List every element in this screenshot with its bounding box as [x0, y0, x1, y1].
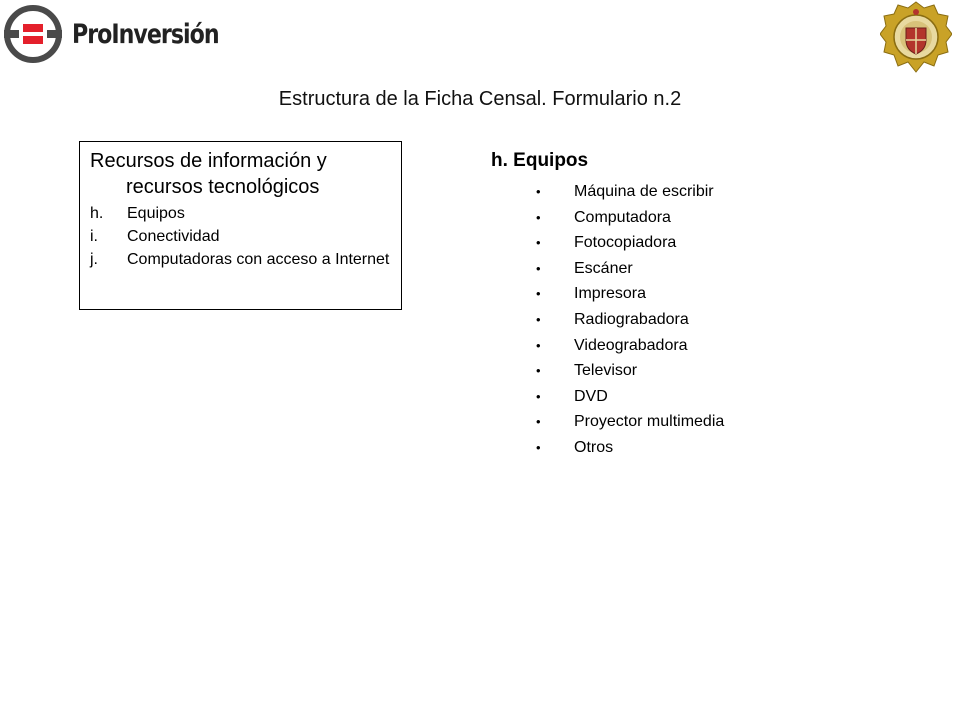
page-title: Estructura de la Ficha Censal. Formulario n.2 — [278, 88, 682, 110]
list-item-text: Conectividad — [127, 228, 220, 245]
university-seal-icon — [880, 0, 952, 74]
list-marker: h. — [90, 205, 104, 222]
equipment-item: Escáner — [574, 259, 633, 277]
list-item — [536, 179, 724, 205]
list-item — [536, 205, 724, 231]
resources-heading-line2: recursos tecnológicos — [126, 176, 320, 198]
equipment-heading: h. Equipos — [491, 150, 589, 171]
bullet-icon: • — [536, 286, 541, 302]
bullet-icon: • — [536, 209, 541, 225]
list-marker: j. — [90, 251, 98, 268]
list-item — [536, 333, 724, 359]
bullet-icon: • — [536, 363, 541, 379]
equipment-item: DVD — [574, 387, 608, 405]
list-item — [536, 307, 724, 333]
list-item — [536, 384, 724, 410]
resources-box — [79, 141, 402, 310]
equipment-list — [536, 179, 724, 461]
resources-heading-line1: Recursos de información y — [90, 150, 327, 172]
list-item — [536, 281, 724, 307]
brand-name: ProInversión — [72, 18, 219, 50]
bullet-icon: • — [536, 414, 541, 430]
list-item — [90, 202, 391, 225]
list-item — [536, 230, 724, 256]
bullet-icon: • — [536, 439, 541, 455]
list-item — [536, 358, 724, 384]
list-item — [536, 256, 724, 282]
equipment-item: Videograbadora — [574, 336, 688, 354]
equipment-item: Máquina de escribir — [574, 183, 714, 200]
equipment-item: Radiograbadora — [574, 310, 689, 328]
list-item — [536, 435, 724, 461]
resources-list — [90, 202, 391, 271]
list-item — [536, 409, 724, 435]
resources-heading — [90, 148, 391, 200]
bullet-icon: • — [536, 337, 541, 353]
proinversion-emblem-icon — [2, 3, 64, 65]
bullet-icon: • — [536, 311, 541, 327]
equipment-item: Proyector multimedia — [574, 413, 725, 431]
list-marker: i. — [90, 228, 98, 245]
equipment-item: Otros — [574, 438, 614, 456]
proinversion-logo — [2, 2, 251, 66]
bullet-icon: • — [536, 184, 541, 199]
equipment-item: Fotocopiadora — [574, 234, 677, 252]
equipment-item: Computadora — [574, 208, 671, 226]
list-item — [90, 225, 391, 248]
list-item-text: Equipos — [127, 205, 185, 222]
equipment-item: Televisor — [574, 362, 638, 380]
bullet-icon: • — [536, 235, 541, 251]
equipment-item: Impresora — [574, 285, 647, 303]
list-item — [90, 248, 391, 271]
list-item-text: Computadoras con acceso a Internet — [127, 251, 390, 268]
bullet-icon: • — [536, 260, 541, 276]
bullet-icon: • — [536, 388, 541, 404]
